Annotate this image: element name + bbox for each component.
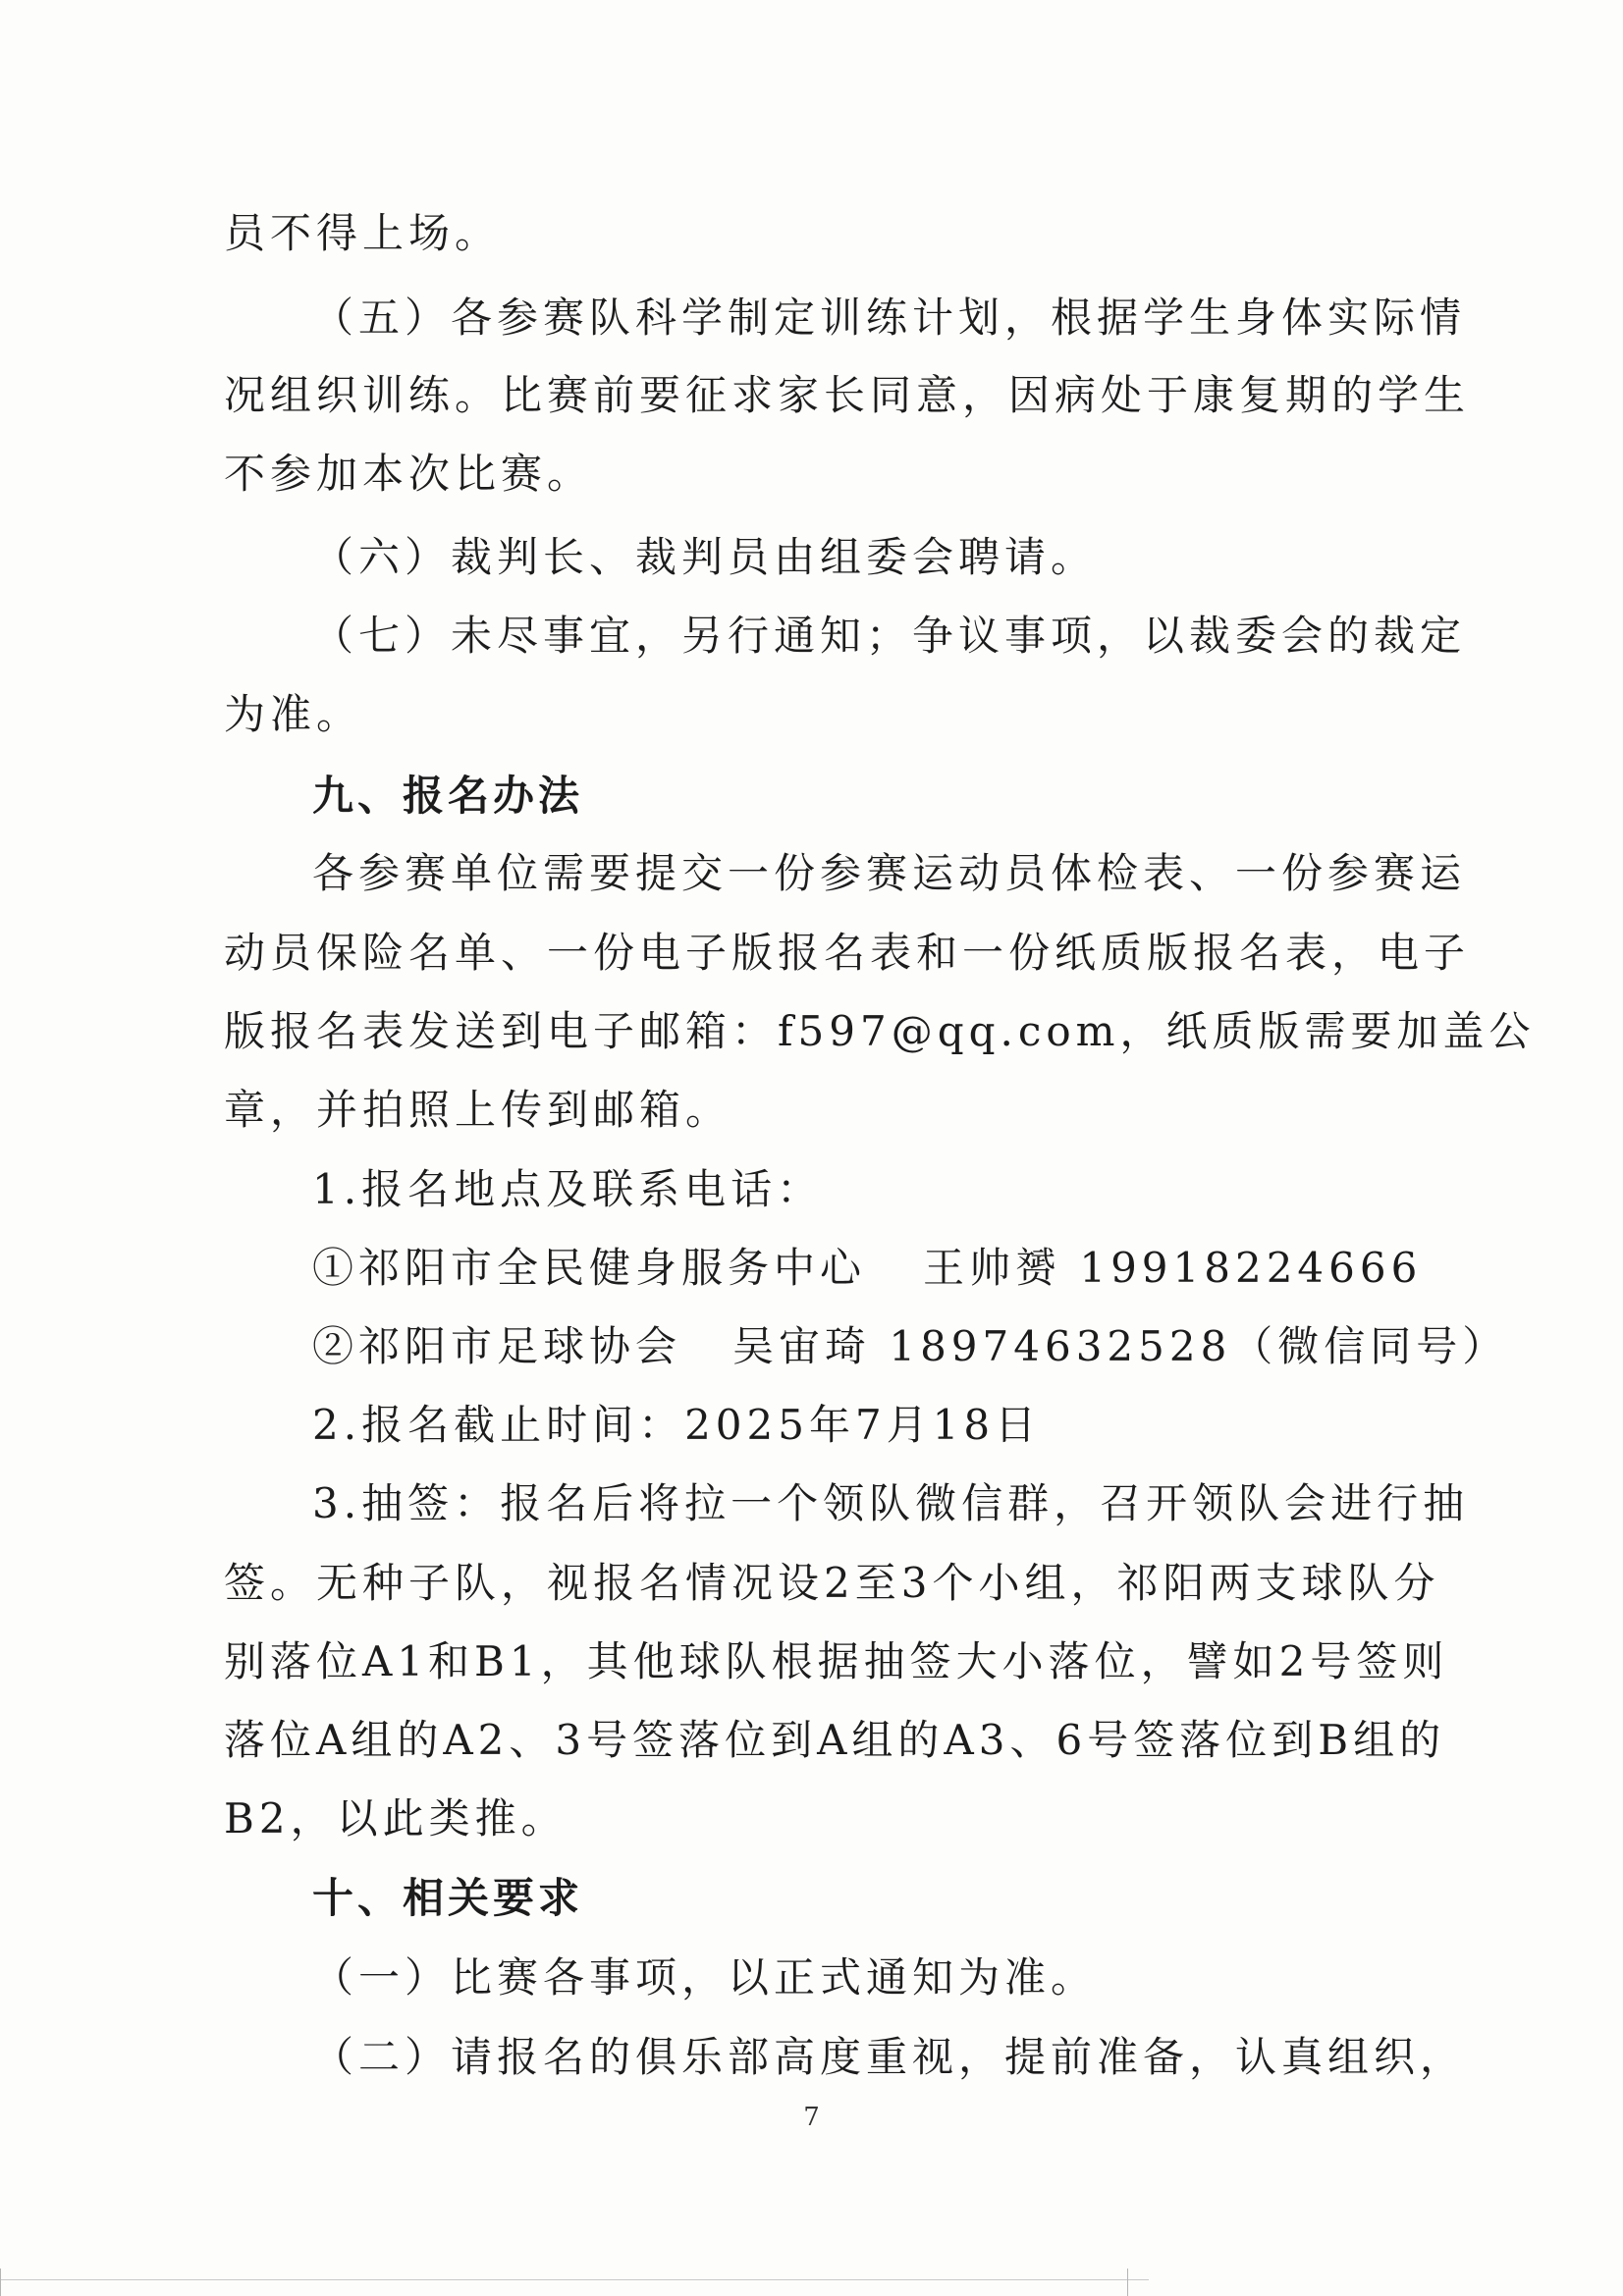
- paragraph-line: 况组织训练。比赛前要征求家长同意，因病处于康复期的学生: [224, 371, 1471, 419]
- paragraph-line: 3.抽签：报名后将拉一个领队微信群，召开领队会进行抽: [312, 1479, 1470, 1527]
- paragraph-line: 不参加本次比赛。: [224, 450, 594, 498]
- section-heading-registration: 九、报名办法: [312, 772, 584, 820]
- paragraph-line: 落位A组的A2、3号签落位到A组的A3、6号签落位到B组的: [224, 1716, 1446, 1764]
- contact-line-1: [312, 1241, 1423, 1296]
- scan-edge-tick: [0, 2269, 1, 2296]
- paragraph-line: 员不得上场。: [224, 209, 502, 257]
- scan-edge-line: [0, 2279, 1149, 2280]
- paragraph-line: 为准。: [224, 690, 363, 738]
- paragraph-line: 1.报名地点及联系电话：: [312, 1165, 824, 1213]
- paragraph-line: （二）请报名的俱乐部高度重视，提前准备，认真组织，: [312, 2033, 1467, 2081]
- paragraph-line: （六）裁判长、裁判员由组委会聘请。: [312, 533, 1098, 581]
- contact-org: ②祁阳市足球协会: [312, 1322, 682, 1370]
- scan-edge-tick: [1127, 2269, 1128, 2296]
- paragraph-line: B2，以此类推。: [224, 1794, 568, 1842]
- contact-person: 吴宙琦 18974632528（微信同号）: [732, 1322, 1509, 1370]
- paragraph-line-email: 版报名表发送到电子邮箱：f597@qq.com，纸质版需要加盖公: [224, 1007, 1536, 1055]
- contact-line-2: [312, 1319, 1509, 1374]
- contact-person: 王帅赟 19918224666: [923, 1244, 1423, 1292]
- contact-org: ①祁阳市全民健身服务中心: [312, 1244, 867, 1292]
- paragraph-line: （五）各参赛队科学制定训练计划，根据学生身体实际情: [312, 294, 1467, 342]
- paragraph-line: 别落位A1和B1，其他球队根据抽签大小落位，譬如2号签则: [224, 1637, 1449, 1685]
- section-heading-requirements: 十、相关要求: [312, 1874, 584, 1922]
- paragraph-line: （一）比赛各事项，以正式通知为准。: [312, 1953, 1098, 2002]
- paragraph-line: （七）未尽事宜，另行通知；争议事项，以裁委会的裁定: [312, 612, 1467, 660]
- page-number: 7: [803, 2103, 820, 2132]
- paragraph-line: 各参赛单位需要提交一份参赛运动员体检表、一份参赛运: [312, 849, 1467, 897]
- paragraph-line-deadline: 2.报名截止时间：2025年7月18日: [312, 1401, 1042, 1449]
- paragraph-line: 动员保险名单、一份电子版报名表和一份纸质版报名表，电子: [224, 929, 1471, 977]
- paragraph-line: 签。无种子队，视报名情况设2至3个小组，祁阳两支球队分: [224, 1559, 1440, 1607]
- paragraph-line: 章，并拍照上传到邮箱。: [224, 1086, 732, 1134]
